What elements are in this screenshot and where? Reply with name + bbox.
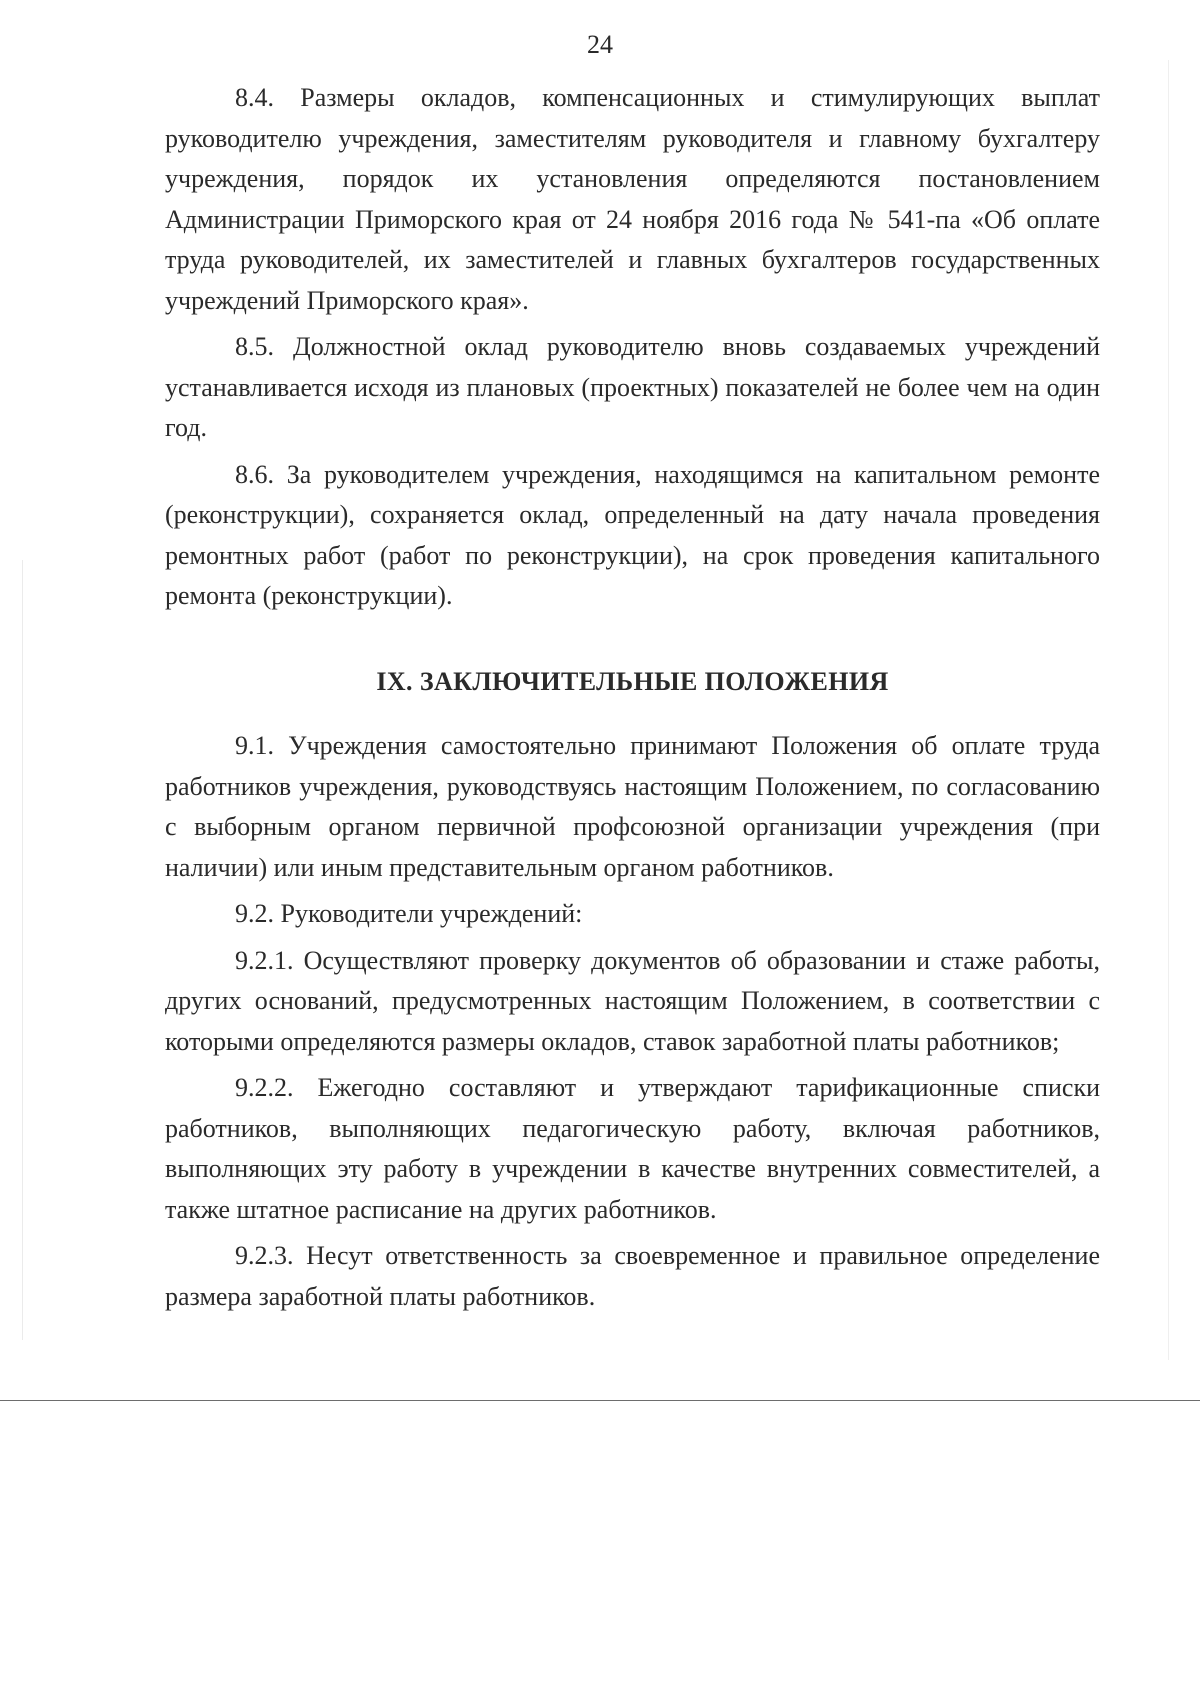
paragraph-8-4: 8.4. Размеры окладов, компенсационных и стимулирующих выплат руководителю учреждения, заместителям руководителя и главному бухгалтеру учреждения, порядок их установления определяются постановлением Администрации Приморского края от 24 ноября 2016 года № 541-па «Об оплате труда руководителей, их заместителей и главных бухгалтеров государственных учреждений Приморского края». xyxy=(165,83,1100,315)
paragraph-9-2-3: 9.2.3. Несут ответственность за своевременное и правильное определение размера заработной платы работников. xyxy=(165,1241,1100,1311)
paragraph-8-6: 8.6. За руководителем учреждения, находящимся на капитальном ремонте (реконструкции), сохраняется оклад, определенный на дату начала проведения ремонтных работ (работ по реконструкции), на срок проведения капитального ремонта (реконструкции). xyxy=(165,459,1100,610)
section-heading: IX. ЗАКЛЮЧИТЕЛЬНЫЕ ПОЛОЖЕНИЯ xyxy=(376,666,889,696)
paragraph-8-5: 8.5. Должностной оклад руководителю вновь создаваемых учреждений устанавливается исходя из плановых (проектных) показателей не более чем на один год. xyxy=(165,332,1100,442)
scan-artifact-right xyxy=(1168,60,1169,1360)
page-number: 24 xyxy=(587,30,613,59)
paragraph-9-2-1: 9.2.1. Осуществляют проверку документов об образовании и стаже работы, других оснований, предусмотренных настоящим Положением, в соответствии с которыми определяются размеры окладов, ставок заработной платы работников; xyxy=(165,945,1100,1056)
paragraph-9-2-2: 9.2.2. Ежегодно составляют и утверждают тарификационные списки работников, выполняющих педагогическую работу, включая работников, выполняющих эту работу в учреждении в качестве внутренних совместителей, а также штатное расписание на других работников. xyxy=(165,1073,1100,1224)
paragraph-9-2: 9.2. Руководители учреждений: xyxy=(235,899,583,928)
scan-artifact-left xyxy=(22,560,23,1340)
document-body xyxy=(165,78,1100,1317)
bottom-divider xyxy=(0,1400,1200,1401)
paragraph-9-1: 9.1. Учреждения самостоятельно принимают Положения об оплате труда работников учреждения, руководствуясь настоящим Положением, по согласованию с выборным органом первичной профсоюзной организации учреждения (при наличии) или иным представительным органом работников. xyxy=(165,731,1100,882)
